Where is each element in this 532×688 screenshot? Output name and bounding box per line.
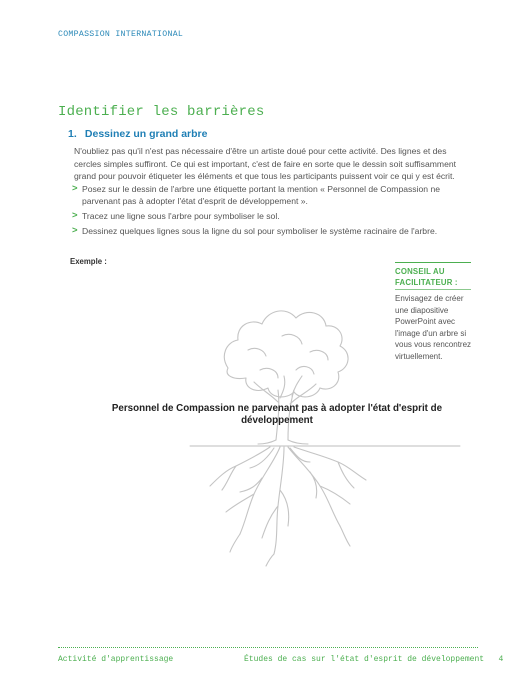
list-item-text: Posez sur le dessin de l'arbre une étiquette portant la mention « Personnel de Compassion ne parvenant pas à adopter l'état d'esprit de développement ».	[82, 184, 441, 206]
example-label: Exemple :	[70, 257, 107, 266]
instruction-list	[74, 183, 464, 240]
tree-caption: Personnel de Compassion ne parvenant pas à adopter l'état d'esprit de développement	[111, 403, 443, 426]
section-title: Identifier les barrières	[58, 104, 265, 120]
tree-with-roots-icon	[170, 290, 470, 570]
list-item-text: Tracez une ligne sous l'arbre pour symboliser le sol.	[82, 211, 280, 221]
step-heading	[68, 128, 207, 140]
footer-right-text: Études de cas sur l'état d'esprit de développement	[244, 655, 485, 664]
list-item	[74, 210, 464, 222]
tip-top-rule	[395, 262, 471, 263]
page-number: 4	[498, 655, 504, 664]
footer-right	[244, 655, 504, 664]
step-title: Dessinez un grand arbre	[84, 128, 208, 140]
chevron-right-icon: >	[72, 183, 78, 194]
tip-body: Envisagez de créer une diapositive PowerPoint avec l'image d'un arbre si vous vous rencontrez virtuellement.	[395, 294, 472, 361]
chevron-right-icon: >	[72, 210, 78, 221]
step-number: 1.	[68, 128, 77, 140]
footer-divider	[58, 647, 478, 648]
list-item	[74, 183, 464, 207]
list-item	[74, 225, 464, 237]
tip-heading: CONSEIL AU FACILITATEUR :	[395, 267, 458, 287]
list-item-text: Dessinez quelques lignes sous la ligne du sol pour symboliser le système racinaire de l'arbre.	[82, 226, 438, 236]
footer-left-text: Activité d'apprentissage	[58, 655, 174, 664]
page-header: COMPASSION INTERNATIONAL	[58, 30, 184, 39]
intro-paragraph: N'oubliez pas qu'il n'est pas nécessaire d'être un artiste doué pour cette activité. Des lignes et des cercles simples suffiront. Ce qui est important, c'est de faire en sorte que le dessin soit suffisamment grand pour pouvoir étiqueter les éléments et que tous les participants puissent voir ce qui y est écrit.	[74, 146, 457, 181]
chevron-right-icon: >	[72, 225, 78, 236]
